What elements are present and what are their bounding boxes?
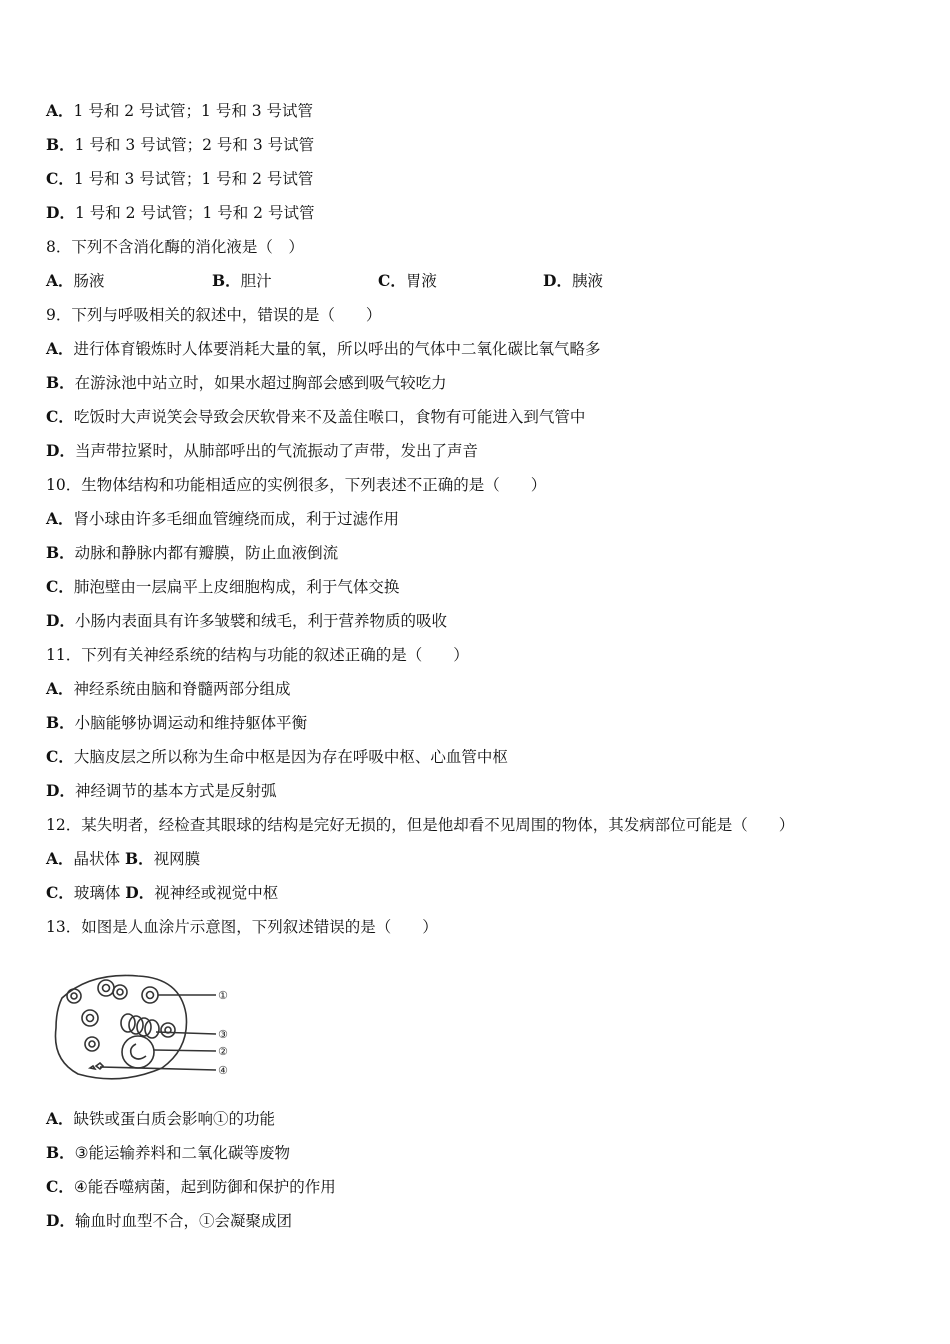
q10-stem: 10．生物体结构和功能相适应的实例很多，下列表述不正确的是（ ） [46, 476, 547, 494]
option-label: C． [46, 169, 74, 188]
option-label: C． [46, 883, 74, 902]
option-label: C． [46, 747, 74, 766]
q9-option-b [46, 373, 447, 393]
option-text: 视神经或视觉中枢 [154, 884, 279, 902]
q10-option-c [46, 577, 399, 597]
blood-smear-diagram [50, 968, 250, 1086]
option-label: A． [46, 849, 74, 868]
option-label: C． [46, 1177, 74, 1196]
option-text: 肾小球由许多毛细血管缠绕而成，利于过滤作用 [73, 510, 400, 528]
option-label: B． [46, 1143, 75, 1162]
option-text: 胃液 [405, 272, 437, 290]
option-label: D． [125, 883, 155, 902]
q8-option-b [212, 271, 272, 291]
option-text: 进行体育锻炼时人体要消耗大量的氧，所以呼出的气体中二氧化碳比氧气略多 [73, 340, 601, 358]
q13-stem: 13．如图是人血涂片示意图，下列叙述错误的是（ ） [46, 918, 438, 936]
option-label: D． [46, 441, 75, 460]
figure-label-2: ② [218, 1045, 228, 1058]
q10-option-b [46, 543, 338, 563]
q8-stem: 8．下列不含消化酶的消化液是（ ） [46, 238, 304, 256]
option-text: 晶状体 [73, 850, 125, 868]
q12-stem: 12．某失明者，经检查其眼球的结构是完好无损的，但是他却看不见周围的物体，其发病部位可能是（ ） [46, 816, 795, 834]
blood-smear-figure [50, 968, 250, 1086]
option-text: 1 号和 3 号试管；1 号和 2 号试管 [73, 170, 314, 188]
figure-label-1: ① [218, 989, 228, 1002]
option-text: 胆汁 [240, 272, 272, 290]
option-label: A． [46, 101, 74, 120]
option-label: B． [46, 373, 75, 392]
q11-option-c [46, 747, 508, 767]
platelets [90, 1063, 103, 1069]
option-text: ④能吞噬病菌，起到防御和保护的作用 [73, 1178, 336, 1196]
stacked-red-blood-cells [121, 1014, 159, 1038]
option-text: 小肠内表面具有许多皱襞和绒毛，利于营养物质的吸收 [74, 612, 447, 630]
option-label: C． [46, 407, 74, 426]
option-text: 1 号和 3 号试管；2 号和 3 号试管 [74, 136, 315, 154]
option-text: 1 号和 2 号试管；1 号和 3 号试管 [73, 102, 314, 120]
option-text: ③能运输养料和二氧化碳等废物 [74, 1144, 291, 1162]
option-label: B． [212, 271, 241, 290]
option-text: 神经系统由脑和脊髓两部分组成 [73, 680, 291, 698]
q10-option-d [46, 611, 447, 631]
q12-option-cd [46, 883, 278, 903]
q10-option-a [46, 509, 399, 529]
option-label: D． [46, 203, 75, 222]
q11-option-a [46, 679, 291, 699]
option-text: 肺泡壁由一层扁平上皮细胞构成，利于气体交换 [73, 578, 400, 596]
option-label: B． [46, 713, 75, 732]
figure-label-4: ④ [218, 1064, 228, 1077]
option-label: B． [124, 849, 154, 868]
option-text: 动脉和静脉内都有瓣膜，防止血液倒流 [74, 544, 339, 562]
q7-option-b [46, 135, 314, 155]
option-text: 吃饭时大声说笑会导致会厌软骨来不及盖住喉口，食物有可能进入到气管中 [73, 408, 586, 426]
q8-option-c [378, 271, 437, 291]
red-blood-cell [85, 1037, 99, 1051]
q9-stem: 9．下列与呼吸相关的叙述中，错误的是（ ） [46, 306, 382, 324]
red-blood-cell [98, 980, 114, 996]
q7-option-d [46, 203, 314, 223]
option-text: 肠液 [73, 272, 105, 290]
leader-line [156, 1032, 216, 1034]
q13-option-c [46, 1177, 336, 1197]
option-label: A． [46, 509, 74, 528]
option-label: D． [46, 1211, 75, 1230]
leader-line [154, 1050, 216, 1051]
option-label: B． [46, 135, 75, 154]
option-label: D． [543, 271, 572, 290]
option-text: 大脑皮层之所以称为生命中枢是因为存在呼吸中枢、心血管中枢 [73, 748, 508, 766]
option-label: C． [46, 577, 74, 596]
option-text: 在游泳池中站立时，如果水超过胸部会感到吸气较吃力 [74, 374, 447, 392]
q11-stem: 11．下列有关神经系统的结构与功能的叙述正确的是（ ） [46, 646, 469, 664]
option-label: A． [46, 271, 74, 290]
option-label: A． [46, 679, 74, 698]
option-text: 小脑能够协调运动和维持躯体平衡 [74, 714, 308, 732]
option-label: D． [46, 611, 75, 630]
q7-option-c [46, 169, 313, 189]
red-blood-cell [161, 1023, 175, 1037]
option-label: A． [46, 339, 74, 358]
option-text: 1 号和 2 号试管；1 号和 2 号试管 [74, 204, 315, 222]
q8-option-d [543, 271, 603, 291]
q13-option-b [46, 1143, 290, 1163]
option-label: C． [378, 271, 406, 290]
red-blood-cell [113, 985, 127, 999]
q9-option-d [46, 441, 478, 461]
option-text: 当声带拉紧时，从肺部呼出的气流振动了声带，发出了声音 [74, 442, 478, 460]
option-label: A． [46, 1109, 74, 1128]
q9-option-c [46, 407, 585, 427]
white-blood-cell [122, 1036, 154, 1068]
option-label: D． [46, 781, 75, 800]
option-label: B． [46, 543, 75, 562]
red-blood-cell [142, 987, 158, 1003]
option-text: 胰液 [571, 272, 603, 290]
q13-option-a [46, 1109, 275, 1129]
option-text: 输血时血型不合，①会凝聚成团 [74, 1212, 292, 1230]
q11-option-b [46, 713, 307, 733]
q11-option-d [46, 781, 276, 801]
option-text: 视网膜 [153, 850, 201, 868]
q8-option-a [46, 271, 105, 291]
red-blood-cell [67, 989, 81, 1003]
q12-option-ab [46, 849, 200, 869]
q9-option-a [46, 339, 601, 359]
q13-option-d [46, 1211, 292, 1231]
q7-option-a [46, 101, 313, 121]
option-text: 缺铁或蛋白质会影响①的功能 [73, 1110, 276, 1128]
option-text: 玻璃体 [73, 884, 126, 902]
option-text: 神经调节的基本方式是反射弧 [74, 782, 277, 800]
red-blood-cell [82, 1010, 98, 1026]
figure-label-3: ③ [218, 1028, 228, 1041]
